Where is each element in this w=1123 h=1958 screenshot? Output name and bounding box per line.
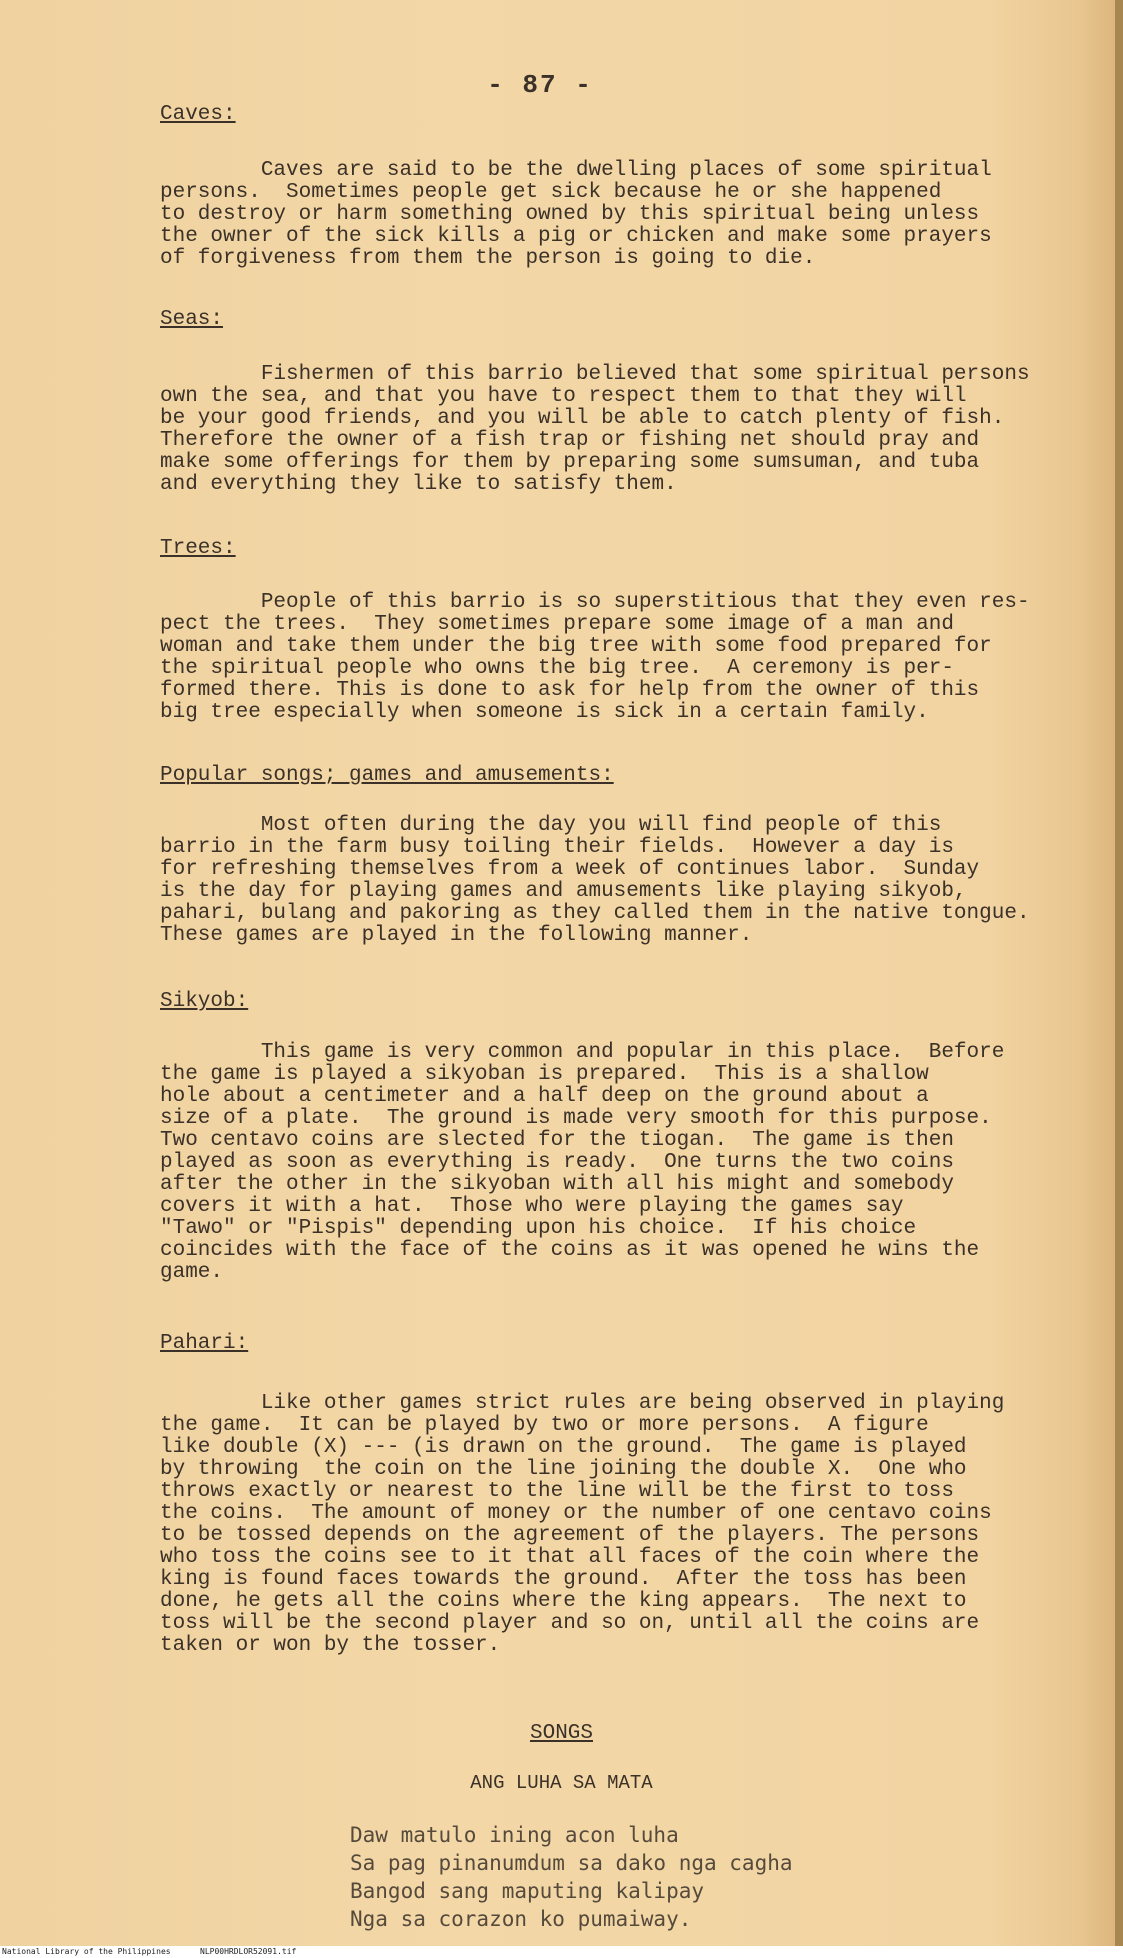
sikyob-paragraph: This game is very common and popular in this place. Before the game is played a sikyoban is prepared. This is a shallow hole about a centimeter and a half deep on the ground about a size of a plate. The ground is made very smooth for this purpose. Two centavo coins are slected for the tiogan. The game is then played as soon as everything is ready. One turns the two coins after the other in the sikyoban with all his might and somebody covers it with a hat. Those who were playing the games say "Tawo" or "Pispis" depending upon his choice. If his choice coincides with the face of the coins as it was opened he wins the game. <box>160 1041 1005 1284</box>
library-credit: National Library of the Philippines <box>2 1947 171 1956</box>
scan-filename: NLP00HRDLOR52091.tif <box>200 1947 297 1956</box>
popular-heading: Popular songs; games and amusements: <box>160 764 614 787</box>
seas-heading: Seas: <box>160 308 224 331</box>
seas-paragraph: Fishermen of this barrio believed that some spiritual persons own the sea, and that you have to respect them to that they will be your good friends, and you will be able to catch plenty of fish. Therefore the owner of a fish trap or fishing net should pray and make some offerings for them by preparing some sumsuman, and tuba and everything they like to satisfy them. <box>160 363 1030 496</box>
songs-heading: SONGS <box>529 1722 593 1745</box>
trees-heading: Trees: <box>160 537 236 560</box>
page-number: - 87 - <box>487 70 593 100</box>
song-title: ANG LUHA SA MATA <box>470 1772 653 1794</box>
caves-heading: Caves: <box>160 103 236 126</box>
pahari-paragraph: Like other games strict rules are being observed in playing the game. It can be played by two or more persons. A figure like double (X) --- (is drawn on the ground. The game is played by throwing the coin on the line joining the double X. One who throws exactly or nearest to the line will be the first to toss the coins. The amount of money or the number of one centavo coins to be tossed depends on the agreement of the players. The persons who toss the coins see to it that all faces of the coin where the king is found faces towards the ground. After the toss has been done, he gets all the coins where the king appears. The next to toss will be the second player and so on, until all the coins are taken or won by the tosser. <box>160 1392 1005 1657</box>
scan-footer <box>0 1946 1123 1958</box>
song-lyrics: Daw matulo ining acon luha Sa pag pinanumdum sa dako nga cagha Bangod sang maputing kalipay Nga sa corazon ko pumaiway. <box>350 1823 793 1931</box>
page-binding-edge <box>1115 0 1123 1958</box>
pahari-heading: Pahari: <box>160 1332 249 1355</box>
sikyob-heading: Sikyob: <box>160 990 249 1013</box>
trees-paragraph: People of this barrio is so superstitious that they even res- pect the trees. They sometimes prepare some image of a man and woman and take them under the big tree with some food prepared for the spiritual people who owns the big tree. A ceremony is per- formed there. This is done to ask for help from the owner of this big tree especially when someone is sick in a certain family. <box>160 591 1030 724</box>
caves-paragraph: Caves are said to be the dwelling places of some spiritual persons. Sometimes people get sick because he or she happened to destroy or harm something owned by this spiritual being unless the owner of the sick kills a pig or chicken and make some prayers of forgiveness from them the person is going to die. <box>160 159 992 270</box>
popular-paragraph: Most often during the day you will find people of this barrio in the farm busy toiling their fields. However a day is for refreshing themselves from a week of continues labor. Sunday is the day for playing games and amusements like playing sikyob, pahari, bulang and pakoring as they called them in the native tongue. These games are played in the following manner. <box>160 814 1030 947</box>
